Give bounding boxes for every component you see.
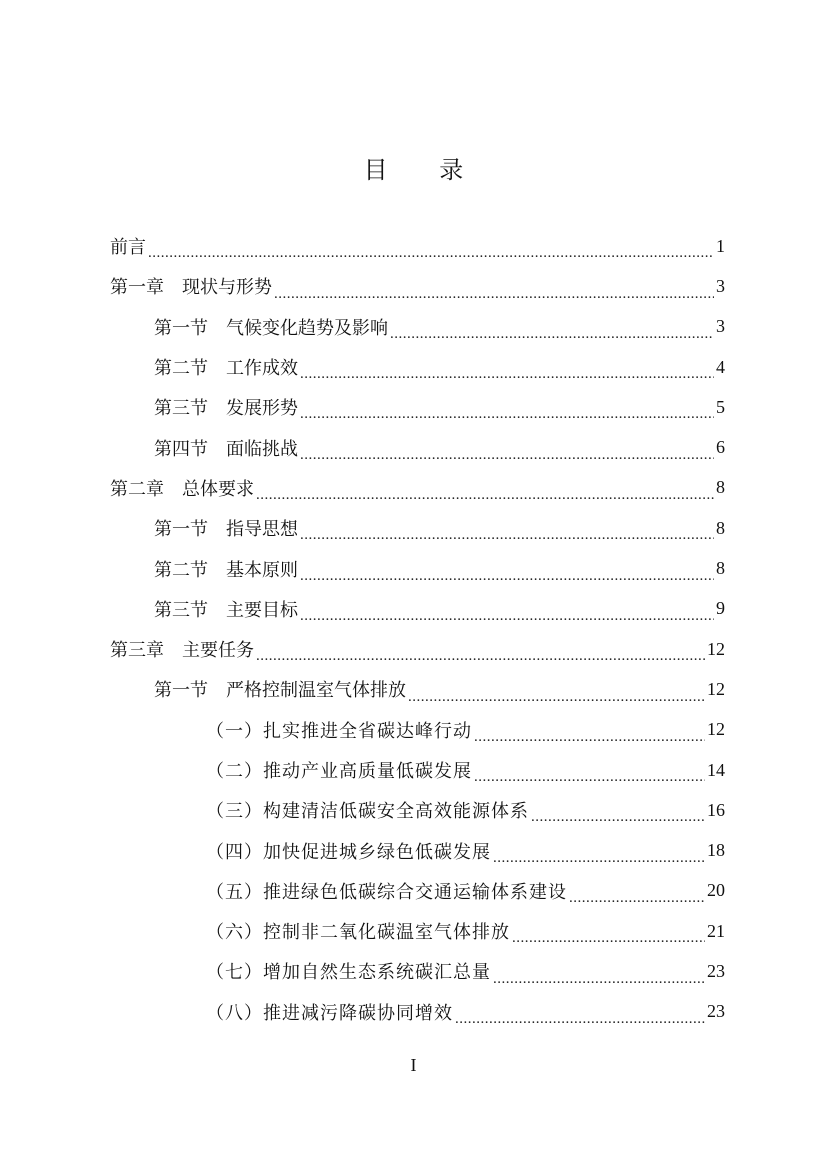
toc-entry-page-number: 8 xyxy=(716,517,725,538)
toc-entry-page-number: 3 xyxy=(716,275,725,296)
toc-entry[interactable] xyxy=(110,589,725,629)
dot-leader xyxy=(300,442,714,468)
dot-leader xyxy=(256,643,705,669)
dot-leader xyxy=(474,764,705,790)
toc-entry-page-number: 16 xyxy=(707,799,725,820)
toc-entry-label: （二）推动产业高质量低碳发展 xyxy=(206,761,472,782)
toc-entry-page-number: 21 xyxy=(707,920,725,941)
toc-entry-label: （五）推进绿色低碳综合交通运输体系建设 xyxy=(206,881,567,903)
toc-entry-page-number: 23 xyxy=(707,1001,725,1022)
toc-entry-page-number: 23 xyxy=(707,960,725,981)
toc-entry[interactable] xyxy=(110,992,725,1032)
dot-leader xyxy=(300,401,714,427)
dot-leader xyxy=(300,522,714,548)
dot-leader xyxy=(408,684,705,710)
toc-entry[interactable] xyxy=(110,468,725,508)
toc-entry-label: （八）推进减污降碳协同增效 xyxy=(206,1002,453,1024)
toc-entry-label: 第二节 基本原则 xyxy=(154,559,298,581)
toc-entry[interactable] xyxy=(110,911,725,951)
toc-entry-label: 第三章 主要任务 xyxy=(110,640,254,662)
toc-entry-page-number: 5 xyxy=(716,396,725,417)
toc-entry[interactable] xyxy=(110,307,725,347)
toc-entry-label: 第二章 总体要求 xyxy=(110,478,254,500)
table-of-contents xyxy=(110,226,725,1032)
toc-entry[interactable] xyxy=(110,508,725,548)
dot-leader xyxy=(512,925,705,951)
page-title: 目 录 xyxy=(363,156,486,184)
dot-leader xyxy=(493,966,705,992)
toc-entry[interactable] xyxy=(110,629,725,669)
toc-entry-label: （三）构建清洁低碳安全高效能源体系 xyxy=(206,801,529,823)
toc-entry[interactable] xyxy=(110,427,725,467)
dot-leader xyxy=(390,321,714,347)
toc-entry-page-number: 18 xyxy=(707,840,725,861)
dot-leader xyxy=(300,361,714,387)
toc-entry-page-number: 12 xyxy=(707,719,725,740)
toc-entry-page-number: 4 xyxy=(716,356,725,377)
toc-entry[interactable] xyxy=(110,750,725,790)
toc-entry-page-number: 20 xyxy=(707,880,725,901)
toc-entry[interactable] xyxy=(110,387,725,427)
toc-entry-label: （六）控制非二氧化碳温室气体排放 xyxy=(206,922,510,944)
toc-entry[interactable] xyxy=(110,871,725,911)
toc-entry-label: 第三节 主要目标 xyxy=(154,599,298,621)
toc-entry[interactable] xyxy=(110,548,725,588)
toc-entry-label: 前言 xyxy=(110,237,146,259)
toc-entry-page-number: 3 xyxy=(716,316,725,337)
toc-entry-label: 第一节 气候变化趋势及影响 xyxy=(154,317,388,339)
toc-entry-page-number: 12 xyxy=(707,678,725,699)
toc-entry[interactable] xyxy=(110,790,725,830)
toc-entry-page-number: 12 xyxy=(707,638,725,659)
toc-entry-label: （七）增加自然生态系统碳汇总量 xyxy=(206,962,491,984)
dot-leader xyxy=(569,885,705,911)
toc-entry[interactable] xyxy=(110,830,725,870)
dot-leader xyxy=(493,845,705,871)
dot-leader xyxy=(256,482,714,508)
dot-leader xyxy=(474,724,705,750)
toc-entry-label: 第一节 严格控制温室气体排放 xyxy=(154,680,406,702)
toc-entry-page-number: 6 xyxy=(716,437,725,458)
toc-entry-page-number: 1 xyxy=(716,235,725,256)
dot-leader xyxy=(455,1006,705,1032)
toc-entry[interactable] xyxy=(110,710,725,750)
dot-leader xyxy=(274,281,714,307)
dot-leader xyxy=(300,563,714,589)
toc-entry-page-number: 14 xyxy=(707,759,725,780)
toc-entry[interactable] xyxy=(110,266,725,306)
toc-entry[interactable] xyxy=(110,226,725,266)
toc-entry-label: （一）扎实推进全省碳达峰行动 xyxy=(206,720,472,742)
toc-entry[interactable] xyxy=(110,347,725,387)
toc-entry-label: 第二节 工作成效 xyxy=(154,358,298,380)
dot-leader xyxy=(300,603,714,629)
toc-entry-label: 第三节 发展形势 xyxy=(154,398,298,420)
toc-entry-label: 第一节 指导思想 xyxy=(154,519,298,541)
dot-leader xyxy=(531,804,705,830)
toc-entry-label: 第四节 面临挑战 xyxy=(154,438,298,460)
toc-entry-label: （四）加快促进城乡绿色低碳发展 xyxy=(206,841,491,863)
toc-entry-label: 第一章 现状与形势 xyxy=(110,277,272,299)
toc-entry-page-number: 8 xyxy=(716,477,725,498)
dot-leader xyxy=(148,240,714,266)
toc-entry-page-number: 9 xyxy=(716,598,725,619)
toc-entry-page-number: 8 xyxy=(716,558,725,579)
toc-entry[interactable] xyxy=(110,951,725,991)
page-number-footer: I xyxy=(410,1055,417,1075)
toc-entry[interactable] xyxy=(110,669,725,709)
